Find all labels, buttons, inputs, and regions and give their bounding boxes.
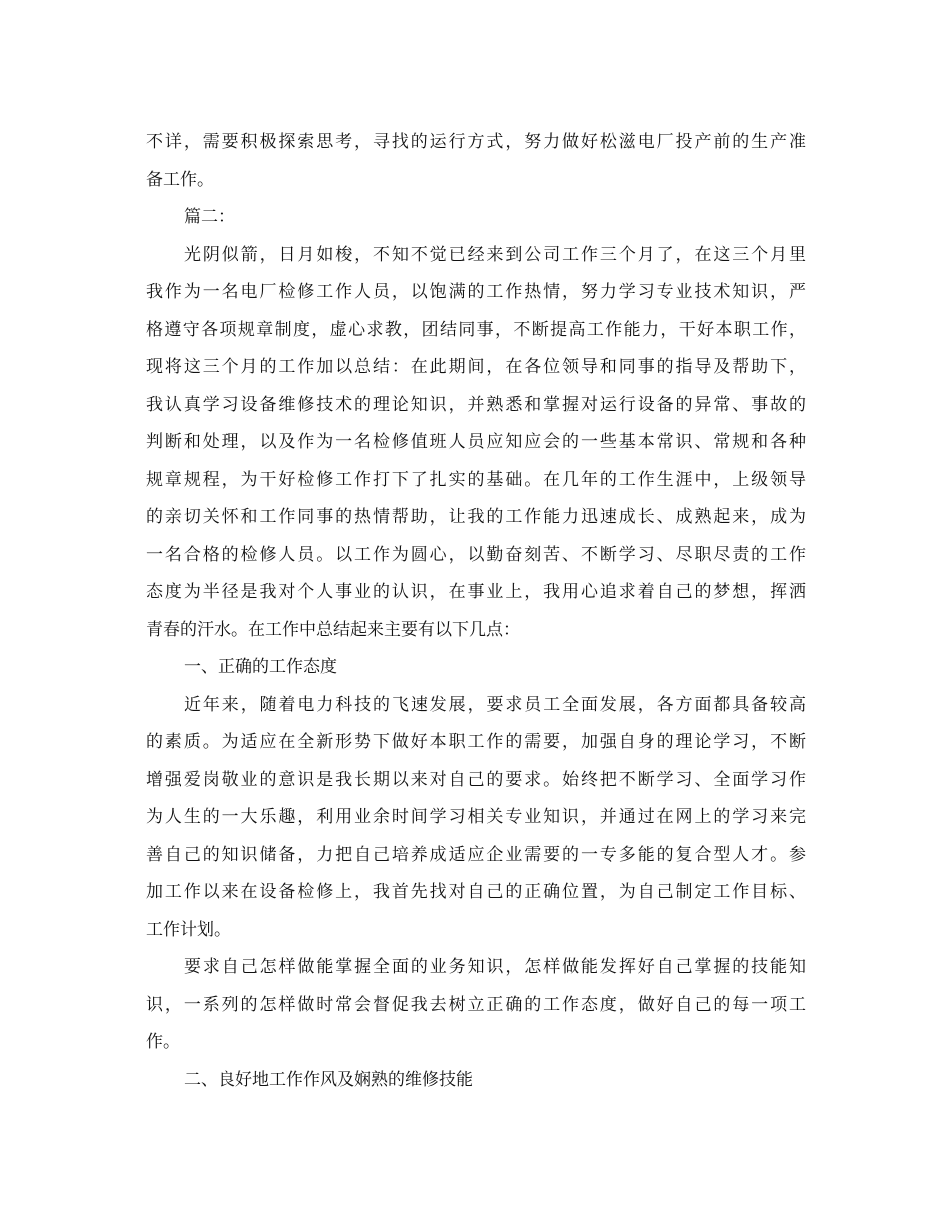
text-line: 规章规程，为干好检修工作打下了扎实的基础。在几年的工作生涯中，上级领导: [146, 469, 806, 490]
text-line: 的亲切关怀和工作同事的热情帮助，让我的工作能力迅速成长、成熟起来，成为: [146, 507, 806, 527]
text-line: 判断和处理，以及作为一名检修值班人员应知应会的一些基本常识、常规和各种: [146, 432, 806, 452]
text-line: 一名合格的检修人员。以工作为圆心，以勤奋刻苦、不断学习、尽职尽责的工作: [146, 544, 806, 565]
text-line: 作。: [146, 1032, 180, 1052]
section-heading: 二、良好地工作作风及娴熟的维修技能: [184, 1069, 473, 1090]
section-heading: 篇二：: [184, 207, 235, 227]
document-body: [146, 124, 806, 1099]
text-line: 近年来，随着电力科技的飞速发展，要求员工全面发展，各方面都具备较高: [184, 694, 806, 715]
text-line: 加工作以来在设备检修上，我首先找对自己的正确位置，为自己制定工作目标、: [146, 882, 806, 902]
text-line: 现将这三个月的工作加以总结：在此期间，在各位领导和同事的指导及帮助下，: [146, 357, 806, 377]
text-line: 不详，需要积极探索思考，寻找的运行方式，努力做好松滋电厂投产前的生产准: [146, 132, 806, 152]
text-line: 的素质。为适应在全新形势下做好本职工作的需要，加强自身的理论学习，不断: [146, 732, 806, 752]
text-line: 工作计划。: [146, 919, 231, 940]
section-heading: 一、正确的工作态度: [184, 657, 337, 677]
text-line: 我作为一名电厂检修工作人员，以饱满的工作热情，努力学习专业技术知识，严: [146, 282, 806, 302]
text-line: 为人生的一大乐趣，利用业余时间学习相关专业知识，并通过在网上的学习来完: [146, 807, 806, 827]
text-line: 要求自己怎样做能掌握全面的业务知识，怎样做能发挥好自己掌握的技能知: [184, 957, 806, 977]
text-line: 态度为半径是我对个人事业的认识，在事业上，我用心追求着自己的梦想，挥洒: [146, 582, 806, 602]
text-line: 善自己的知识储备，力把自己培养成适应企业需要的一专多能的复合型人才。参: [146, 844, 806, 865]
text-line: 识，一系列的怎样做时常会督促我去树立正确的工作态度，做好自己的每一项工: [146, 994, 806, 1015]
text-line: 我认真学习设备维修技术的理论知识，并熟悉和掌握对运行设备的异常、事故的: [146, 394, 806, 415]
text-line: 备工作。: [146, 169, 214, 190]
text-line: 光阴似箭，日月如梭，不知不觉已经来到公司工作三个月了，在这三个月里: [184, 244, 806, 265]
text-line: 格遵守各项规章制度，虚心求教，团结同事，不断提高工作能力，干好本职工作，: [146, 319, 806, 340]
text-line: 青春的汗水。在工作中总结起来主要有以下几点：: [146, 619, 520, 640]
text-line: 增强爱岗敬业的意识是我长期以来对自己的要求。始终把不断学习、全面学习作: [146, 769, 806, 790]
